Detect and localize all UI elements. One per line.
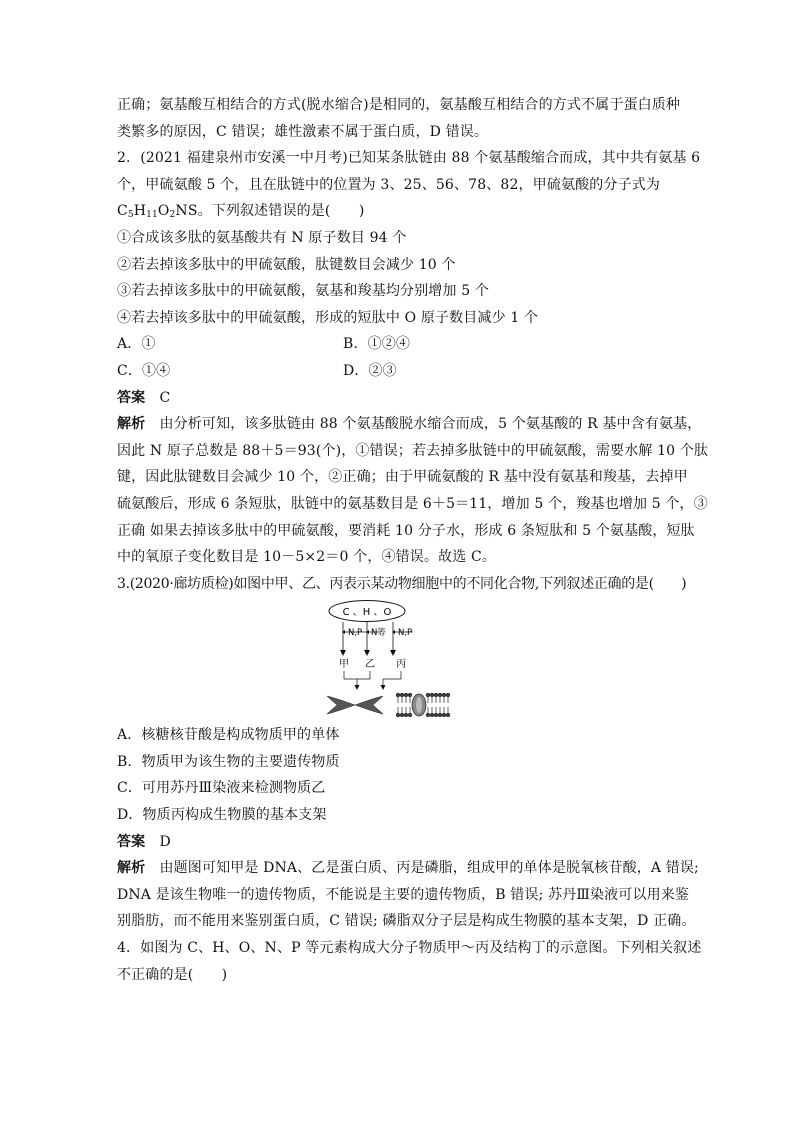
question-4 [117,935,702,988]
statement-2: ②若去掉该多肽中的甲硫氨酸，肽键数目会减少 10 个 [117,256,456,273]
text-line: 正确；氨基酸互相结合的方式(脱水缩合)是相同的，氨基酸互相结合的方式不属于蛋白质种 [117,97,681,113]
analysis-line: 正确 如果去掉该多肽中的甲硫氨酸，要消耗 10 分子水，形成 6 条短肽和 5 个氨基酸，短肽 [117,522,695,539]
arrow-label-mid: N等 [371,628,386,639]
analysis-line: 中的氧原子变化数目是 10－5×2＝0 个，④错误。故选 C。 [117,549,496,566]
question-stem-line: 2．(2021 福建泉州市安溪一中月考)已知某条肽链由 88 个氨基酸缩合而成，其中共有氨基 6 [117,150,701,167]
elements-label: C 、H 、O [342,607,392,619]
analysis-label: 解析 [117,416,146,433]
q1-analysis-tail [117,92,679,145]
option-b: B．①②④ [343,336,411,353]
question-stem-line: 不正确的是( ) [117,966,228,983]
question-stem-line: 4．如图为 C、H、O、N、P 等元素构成大分子物质甲～丙及结构丁的示意图。下列相关叙述 [117,940,702,957]
option-a: A．① [117,336,156,353]
analysis-line: 别脂肪，而不能用来鉴别蛋白质，C 错误; 磷脂双分子层是构成生物膜的基本支架，D 正确。 [117,913,696,930]
question-stem-line: 个，甲硫氨酸 5 个，且在肽链中的位置为 3、25、56、78、82，甲硫氨酸的分子式为 [117,176,661,193]
chromosome-icon [327,696,383,714]
option-d: D．②③ [343,362,397,379]
label-bing: 丙 [396,659,406,671]
arrow-label-right: N,P [398,628,413,639]
label-yi: 乙 [365,659,375,671]
compound-diagram [325,599,475,717]
cell-membrane-icon [396,693,450,717]
analysis-line: 解析 由题图可知甲是 DNA、乙是蛋白质、丙是磷脂，组成甲的单体是脱氧核苷酸，A 错误; [117,860,699,877]
analysis-label: 解析 [117,860,146,877]
analysis-line: 键，因此肽键数目会减少 10 个，②正确；由于甲硫氨酸的 R 基中没有氨基和羧基，去掉甲 [117,469,688,486]
answer-line [117,829,679,856]
arrow-label-left: N,P [348,628,363,639]
analysis-line: 硫氨酸后，形成 6 条短肽，肽链中的氨基数目是 6＋5＝11，增加 5 个，羧基也增加 5 个，③ [117,495,708,512]
question-3 [117,571,699,935]
analysis-line: 解析 由分析可知，该多肽链由 88 个氨基酸脱水缩合而成，5 个氨基酸的 R 基中含有氨基， [117,416,702,433]
answer-value: D [159,833,171,850]
molecular-formula-line: $C_5H_{11}O_2NS$。下列叙述错误的是( ) [117,203,365,221]
statement-4: ④若去掉该多肽中的甲硫氨酸，形成的短肽中 O 原子数目减少 1 个 [117,309,539,326]
option-a: A．核糖核苷酸是构成物质甲的单体 [117,727,340,744]
diagram-area [117,597,679,722]
option-d: D．物质丙构成生物膜的基本支架 [117,807,327,824]
answer-label: 答案 [117,389,146,406]
answer-value: C [159,389,171,406]
option-b: B．物质甲为该生物的主要遗传物质 [117,753,340,770]
question-stem-line: 3.(2020·廊坊质检)如图中甲、乙、丙表示某动物细胞中的不同化合物,下列叙述正确的是( ) [117,575,687,592]
analysis-line: DNA 是该生物唯一的遗传物质，不能说是主要的遗传物质，B 错误; 苏丹Ⅲ染液可以用来鉴 [117,886,690,903]
option-c: C．①④ [117,362,171,379]
answer-line [117,385,679,412]
analysis-line: 因此 N 原子总数是 88＋5＝93(个)，①错误；若去掉多肽链中的甲硫氨酸，需要水解 10 个肽 [117,442,709,459]
options-row [117,358,679,385]
answer-label: 答案 [117,833,146,850]
option-c: C．可用苏丹Ⅲ染液来检测物质乙 [117,780,326,797]
statement-1: ①合成该多肽的氨基酸共有 N 原子数目 94 个 [117,229,407,246]
statement-3: ③若去掉该多肽中的甲硫氨酸，氨基和羧基均分别增加 5 个 [117,283,490,300]
text-line: 类繁多的原因，C 错误；雄性激素不属于蛋白质，D 错误。 [117,123,489,140]
question-2 [117,145,709,571]
options-row [117,331,679,358]
document-page [117,92,709,988]
label-jia: 甲 [339,659,349,671]
